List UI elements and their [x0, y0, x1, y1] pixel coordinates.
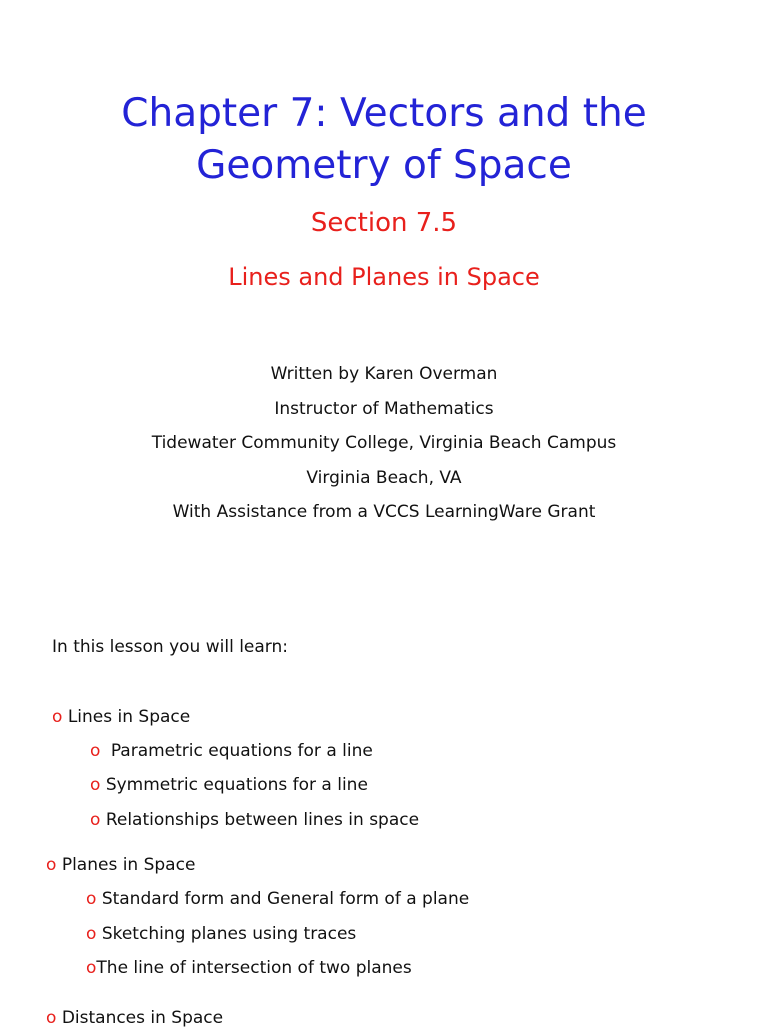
outline-subitem-label: The line of intersection of two planes [96, 958, 412, 978]
outline-item-planes [46, 855, 195, 875]
outline-subitem [90, 810, 419, 830]
lesson-intro: In this lesson you will learn: [52, 637, 288, 657]
outline-subitem-label: Relationships between lines in space [105, 810, 420, 830]
bullet-marker: o [46, 1008, 57, 1028]
outline-item-label: Distances in Space [61, 1008, 224, 1028]
outline-subitem [86, 958, 412, 978]
outline-item-label: Planes in Space [61, 855, 196, 875]
bullet-marker: o [86, 958, 97, 978]
chapter-title-line-2: Geometry of Space [196, 143, 572, 188]
credit-institution: Tidewater Community College, Virginia Beach Campus [151, 433, 617, 453]
outline-subitem-label: Symmetric equations for a line [105, 775, 368, 795]
section-heading: Section 7.5 [310, 208, 458, 238]
outline-subitem-label: Sketching planes using traces [101, 924, 357, 944]
chapter-title-line-1: Chapter 7: Vectors and the [121, 91, 647, 136]
bullet-marker: o [90, 741, 101, 761]
section-subtitle: Lines and Planes in Space [228, 263, 540, 291]
bullet-marker: o [52, 707, 63, 727]
bullet-marker: o [90, 775, 101, 795]
bullet-marker: o [86, 889, 97, 909]
credit-role: Instructor of Mathematics [274, 398, 494, 419]
outline-subitem [90, 741, 373, 761]
outline-item-lines [52, 707, 190, 727]
bullet-marker: o [46, 855, 57, 875]
outline-subitem-label: Parametric equations for a line [110, 741, 373, 761]
credit-author: Written by Karen Overman [270, 364, 498, 384]
bullet-marker: o [86, 924, 97, 944]
credit-location: Virginia Beach, VA [306, 467, 462, 488]
outline-subitem [90, 775, 368, 795]
outline-subitem-label: Standard form and General form of a plane [101, 889, 470, 909]
bullet-marker: o [90, 810, 101, 830]
outline-subitem [86, 889, 469, 909]
credit-grant: With Assistance from a VCCS LearningWare Grant [172, 502, 596, 522]
chapter-title [0, 88, 768, 192]
outline-item-distances [46, 1008, 223, 1028]
author-credits [0, 362, 768, 535]
outline-subitem [86, 924, 356, 944]
outline-item-label: Lines in Space [67, 707, 191, 727]
